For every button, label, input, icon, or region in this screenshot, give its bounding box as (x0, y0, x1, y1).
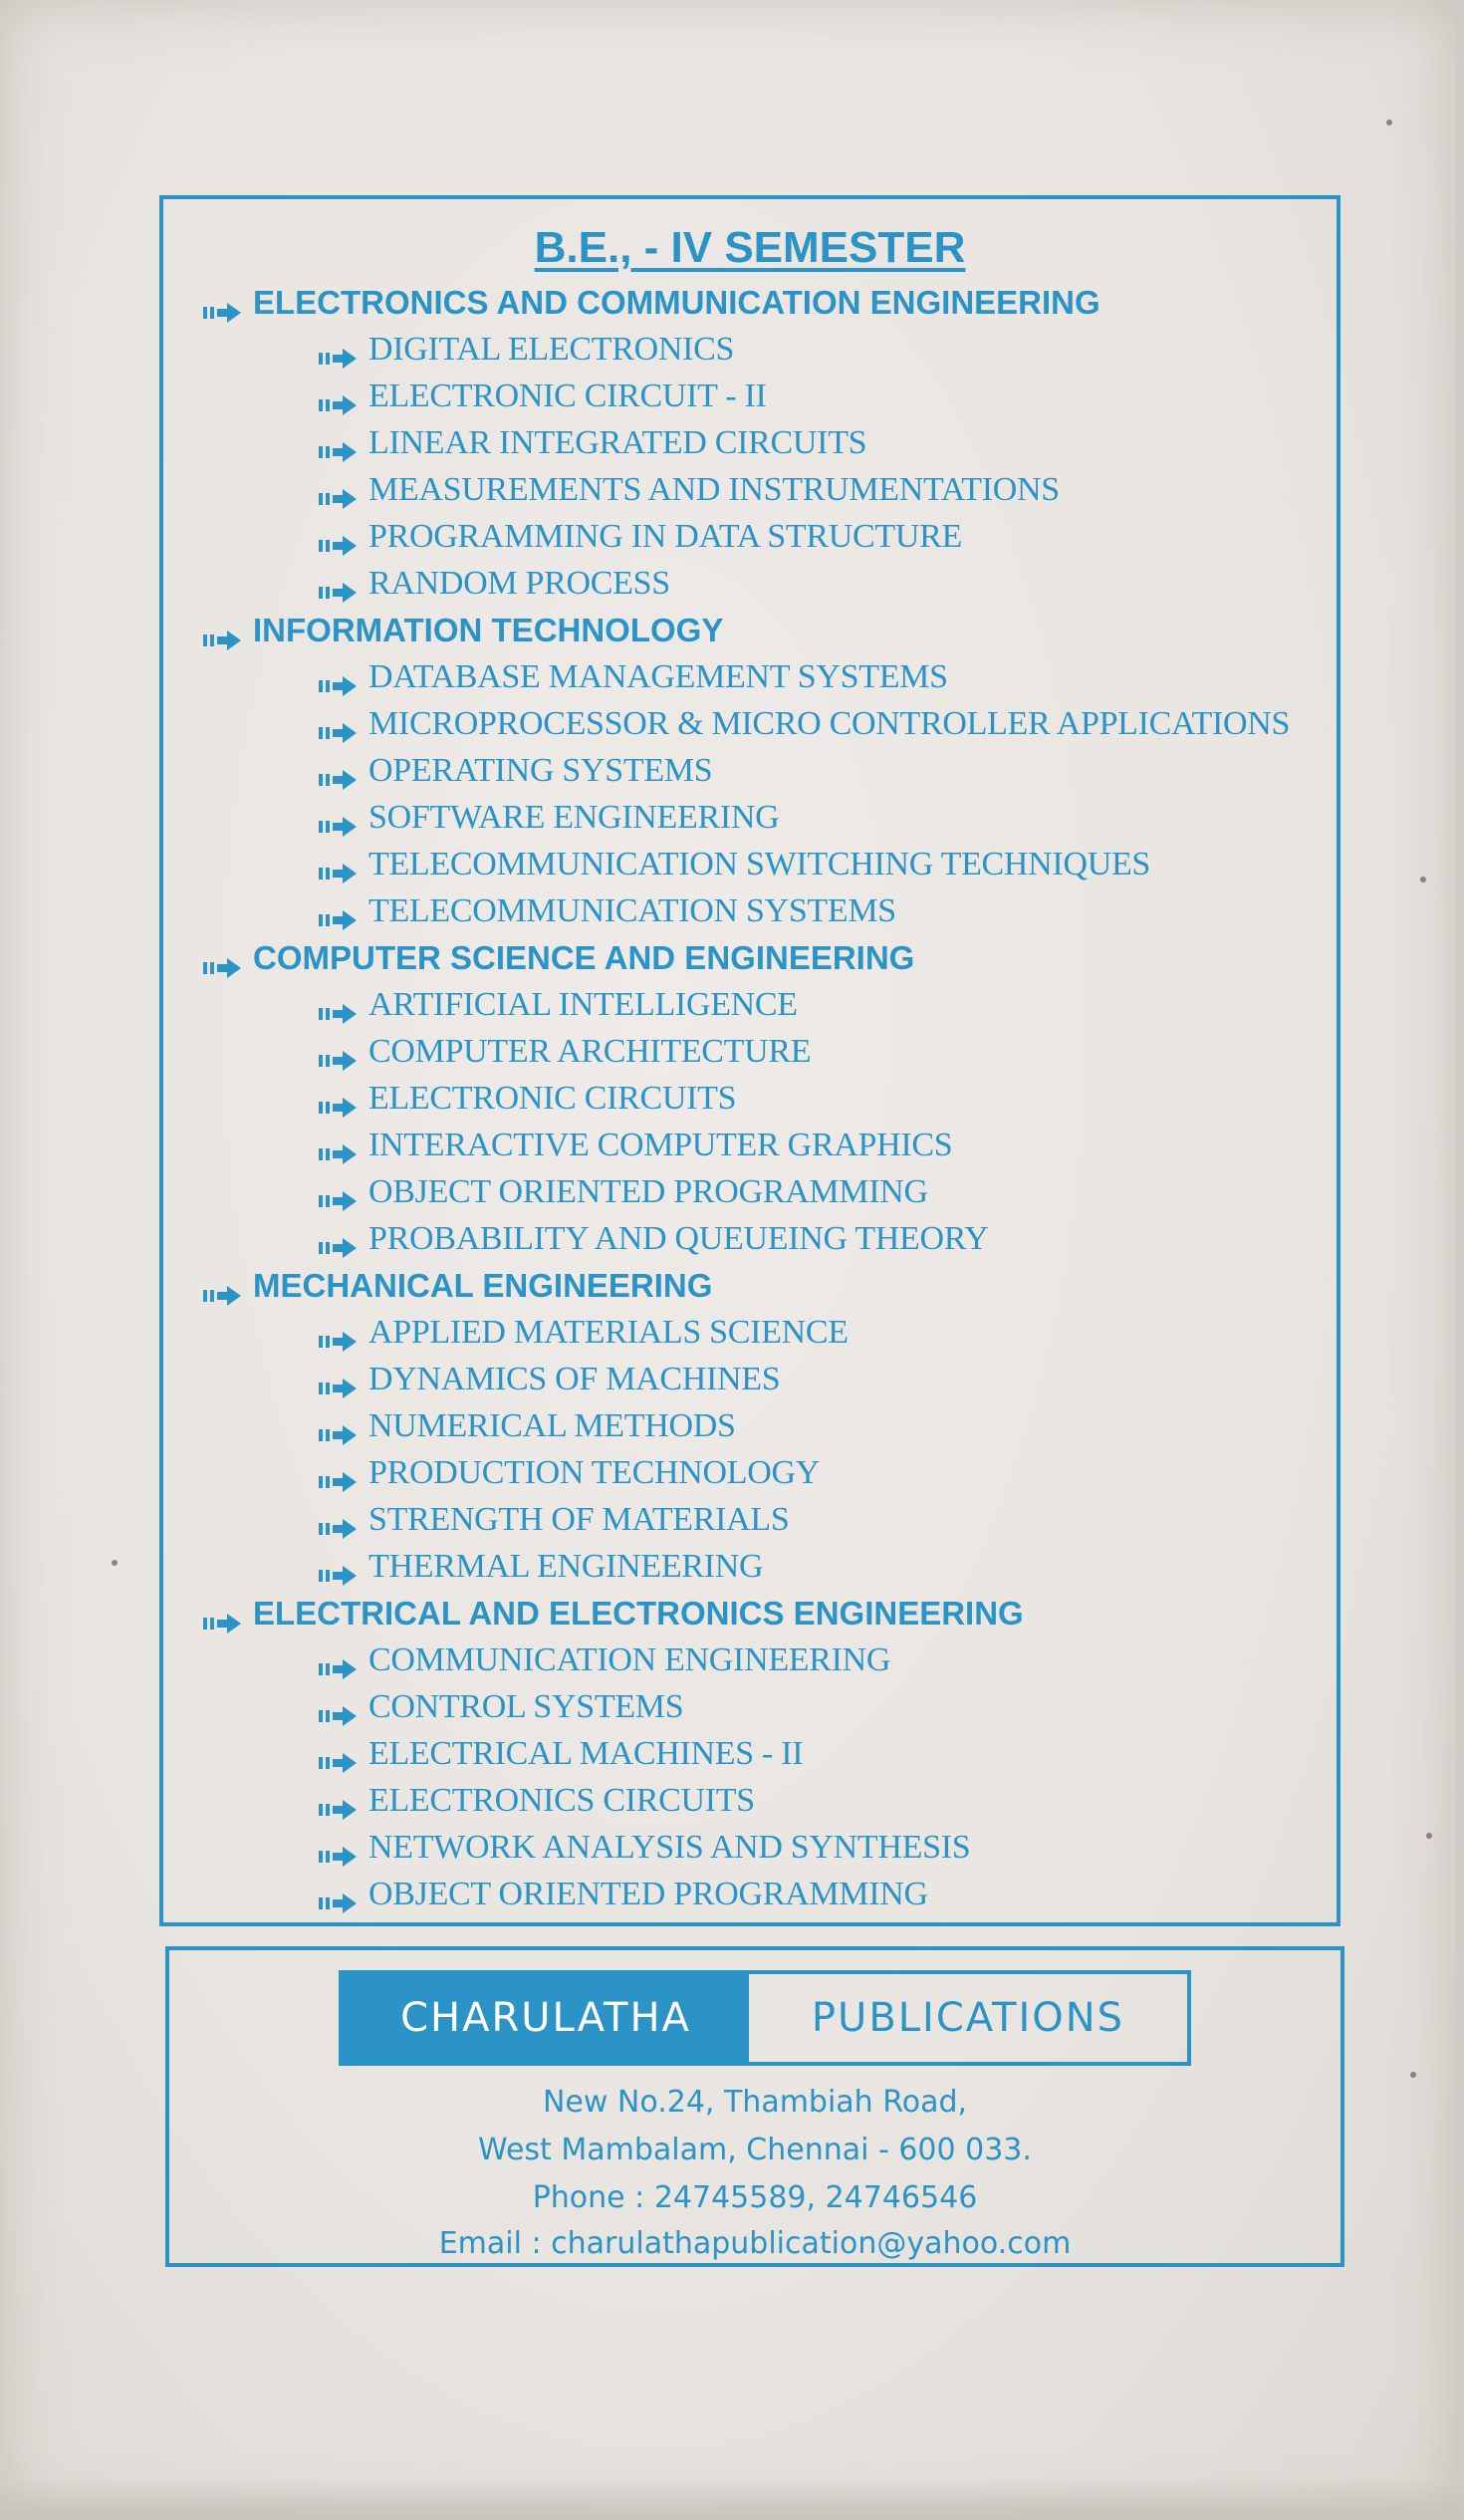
subject-name: APPLIED MATERIALS SCIENCE (368, 1314, 849, 1351)
right-arrow-icon (319, 761, 357, 781)
semester-heading (163, 221, 1337, 275)
subject-item (319, 1172, 928, 1212)
publisher-name-left: CHARULATHA (343, 1974, 749, 2062)
department-heading (203, 1266, 712, 1306)
right-arrow-icon (203, 1276, 241, 1296)
subject-name: RANDOM PROCESS (368, 565, 670, 602)
subject-item (319, 985, 798, 1025)
subject-item (319, 1500, 790, 1540)
right-arrow-icon (319, 574, 357, 594)
publisher-name-right: PUBLICATIONS (811, 1995, 1125, 2041)
syllabus-box (159, 195, 1341, 1926)
right-arrow-icon (203, 948, 241, 968)
right-arrow-icon (319, 1463, 357, 1483)
right-arrow-icon (319, 995, 357, 1015)
subject-name: DIGITAL ELECTRONICS (368, 331, 735, 368)
department-name: ELECTRONICS AND COMMUNICATION ENGINEERING (253, 284, 1100, 321)
subject-item (319, 564, 670, 604)
right-arrow-icon (319, 1370, 357, 1389)
right-arrow-icon (319, 667, 357, 687)
right-arrow-icon (319, 1135, 357, 1155)
right-arrow-icon (319, 1650, 357, 1670)
subject-item (319, 891, 896, 931)
right-arrow-icon (319, 1791, 357, 1811)
subject-item (319, 1875, 928, 1914)
subject-name: ELECTRONIC CIRCUITS (368, 1080, 737, 1117)
subject-name: INTERACTIVE COMPUTER GRAPHICS (368, 1127, 953, 1163)
right-arrow-icon (319, 1182, 357, 1202)
right-arrow-icon (319, 1416, 357, 1436)
right-arrow-icon (319, 340, 357, 360)
subject-item (319, 470, 1060, 510)
subject-item (319, 657, 948, 697)
subject-name: STRENGTH OF MATERIALS (368, 1501, 790, 1538)
paper-speck (1420, 877, 1426, 882)
department-heading (203, 283, 1100, 323)
subject-item (319, 1032, 811, 1072)
subject-name: THERMAL ENGINEERING (368, 1548, 764, 1585)
right-arrow-icon (319, 386, 357, 406)
publisher-logo (339, 1970, 1191, 2066)
subject-name: TELECOMMUNICATION SWITCHING TECHNIQUES (368, 846, 1151, 882)
subject-name: OBJECT ORIENTED PROGRAMMING (368, 1876, 928, 1912)
subject-item (319, 1640, 890, 1680)
address-line-2: West Mambalam, Chennai - 600 033. (478, 2133, 1032, 2167)
subject-name: COMPUTER ARCHITECTURE (368, 1033, 812, 1070)
subject-item (319, 1734, 803, 1774)
right-arrow-icon (319, 1323, 357, 1343)
right-arrow-icon (319, 527, 357, 547)
subject-name: NUMERICAL METHODS (368, 1407, 736, 1444)
right-arrow-icon (319, 901, 357, 921)
subject-item (319, 1079, 736, 1119)
phone-line: Phone : 24745589, 24746546 (532, 2180, 978, 2215)
subject-item (319, 377, 767, 416)
subject-item (319, 798, 779, 838)
department-heading (203, 611, 723, 650)
subject-name: NETWORK ANALYSIS AND SYNTHESIS (368, 1829, 971, 1866)
email-line: Email : charulathapublication@yahoo.com (438, 2226, 1072, 2261)
right-arrow-icon (319, 1089, 357, 1109)
subject-name: OPERATING SYSTEMS (368, 752, 713, 789)
subject-item (319, 845, 1150, 884)
department-name: ELECTRICAL AND ELECTRONICS ENGINEERING (253, 1595, 1024, 1632)
right-arrow-icon (319, 1885, 357, 1904)
subject-item (319, 1828, 970, 1868)
subject-name: TELECOMMUNICATION SYSTEMS (368, 892, 896, 929)
subject-item (319, 517, 962, 557)
subject-name: ELECTRICAL MACHINES - II (368, 1735, 804, 1772)
department-name: INFORMATION TECHNOLOGY (253, 612, 724, 648)
subject-item (319, 330, 734, 370)
right-arrow-icon (319, 1838, 357, 1858)
subject-name: COMMUNICATION ENGINEERING (368, 1641, 891, 1678)
right-arrow-icon (319, 1042, 357, 1062)
subject-item (319, 1547, 763, 1587)
subject-name: MICROPROCESSOR & MICRO CONTROLLER APPLICATIONS (368, 705, 1291, 742)
cover-edge (0, 2480, 1464, 2520)
subject-item (319, 423, 866, 463)
right-arrow-icon (319, 1557, 357, 1577)
paper-speck (1426, 1833, 1432, 1839)
paper-speck (1410, 2072, 1416, 2078)
subject-name: PRODUCTION TECHNOLOGY (368, 1454, 821, 1491)
paper-speck (112, 1560, 118, 1566)
department-heading (203, 938, 914, 978)
subject-item (319, 1219, 989, 1259)
subject-item (319, 1406, 736, 1446)
subject-name: LINEAR INTEGRATED CIRCUITS (368, 424, 867, 461)
right-arrow-icon (203, 1604, 241, 1624)
right-arrow-icon (319, 1744, 357, 1764)
subject-name: OBJECT ORIENTED PROGRAMMING (368, 1173, 928, 1210)
subject-item (319, 1687, 683, 1727)
subject-name: ELECTRONIC CIRCUIT - II (368, 378, 767, 414)
subject-item (319, 1453, 820, 1493)
right-arrow-icon (319, 433, 357, 453)
paper-speck (1386, 120, 1392, 126)
publisher-box (165, 1946, 1344, 2267)
semester-heading-text: B.E., - IV SEMESTER (534, 223, 966, 272)
right-arrow-icon (319, 714, 357, 734)
right-arrow-icon (319, 480, 357, 500)
subject-item (319, 1126, 952, 1165)
subject-item (319, 704, 1290, 744)
subject-name: ELECTRONICS CIRCUITS (368, 1782, 755, 1819)
subject-item (319, 1360, 780, 1399)
subject-name: DYNAMICS OF MACHINES (368, 1361, 781, 1397)
department-heading (203, 1594, 1024, 1634)
right-arrow-icon (319, 855, 357, 875)
subject-name: DATABASE MANAGEMENT SYSTEMS (368, 658, 948, 695)
department-name: COMPUTER SCIENCE AND ENGINEERING (253, 939, 915, 976)
address-line-1: New No.24, Thambiah Road, (542, 2085, 968, 2120)
subject-name: MEASUREMENTS AND INSTRUMENTATIONS (368, 471, 1060, 508)
right-arrow-icon (319, 1229, 357, 1249)
right-arrow-icon (319, 1510, 357, 1530)
subject-item (319, 1781, 755, 1821)
right-arrow-icon (203, 293, 241, 313)
subject-name: ARTIFICIAL INTELLIGENCE (368, 986, 798, 1023)
subject-item (319, 1313, 849, 1353)
department-name: MECHANICAL ENGINEERING (253, 1267, 713, 1304)
subject-item (319, 751, 712, 791)
subject-name: PROGRAMMING IN DATA STRUCTURE (368, 518, 962, 555)
subject-name: PROBABILITY AND QUEUEING THEORY (368, 1220, 989, 1257)
right-arrow-icon (203, 621, 241, 640)
right-arrow-icon (319, 808, 357, 828)
right-arrow-icon (319, 1697, 357, 1717)
subject-name: SOFTWARE ENGINEERING (368, 799, 780, 836)
subject-name: CONTROL SYSTEMS (368, 1688, 684, 1725)
